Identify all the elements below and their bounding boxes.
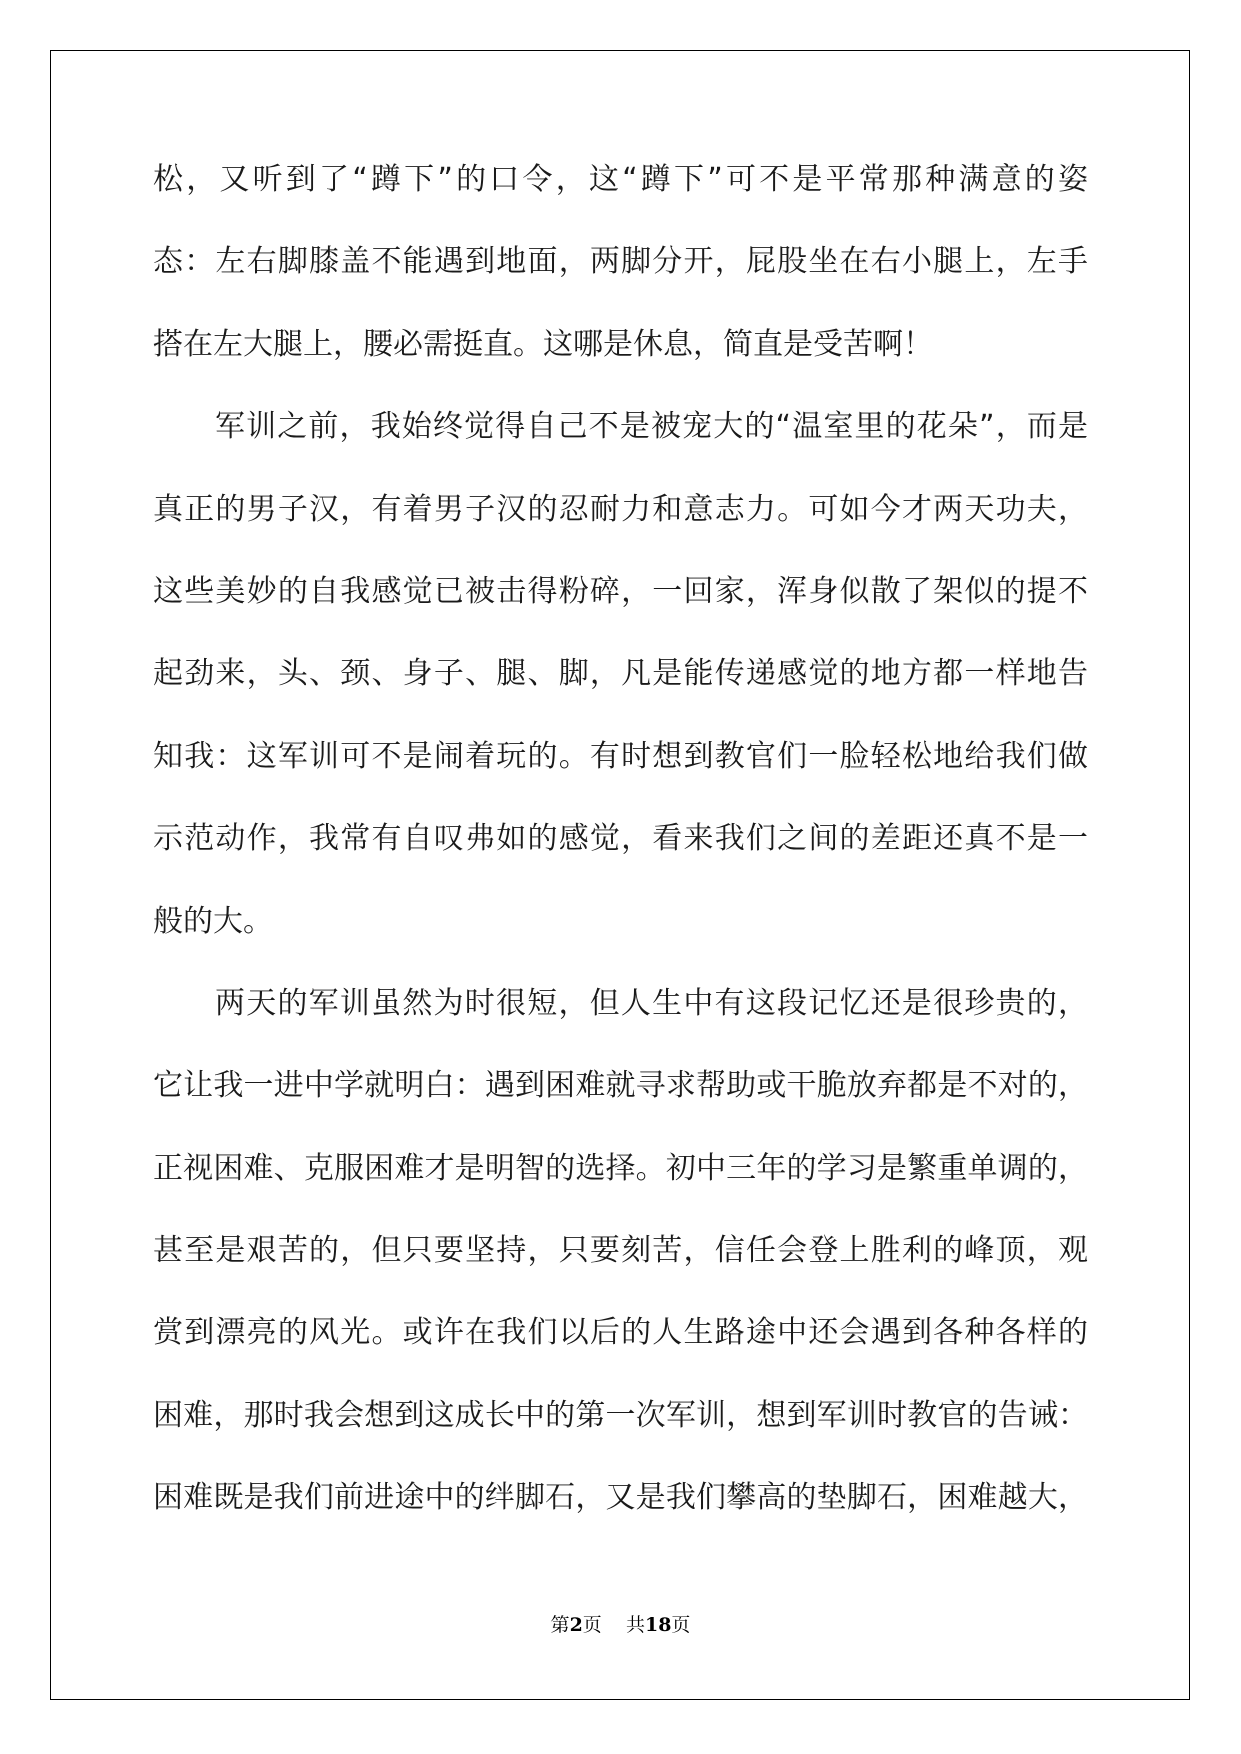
text-line: 真正的男子汉，有着男子汉的忍耐力和意志力。可如今才两天功夫， (153, 491, 1088, 527)
text-line: 困难，那时我会想到这成长中的第一次军训，想到军训时教官的告诫： (153, 1397, 1088, 1433)
text-line: 这些美妙的自我感觉已被击得粉碎，一回家，浑身似散了架似的提不 (153, 573, 1088, 609)
text-line: 正视困难、克服困难才是明智的选择。初中三年的学习是繁重单调的， (153, 1150, 1088, 1186)
text-line: 赏到漂亮的风光。或许在我们以后的人生路途中还会遇到各种各样的 (153, 1315, 1088, 1351)
total-pages: 18 (644, 1614, 672, 1636)
page-prefix: 第 (550, 1614, 570, 1636)
text-line: 知我：这军训可不是闹着玩的。有时想到教官们一脸轻松地给我们做 (153, 738, 1088, 774)
text-line: 困难既是我们前进途中的绊脚石，又是我们攀高的垫脚石，困难越大， (153, 1480, 1088, 1516)
text-line: 甚至是艰苦的，但只要坚持，只要刻苦，信任会登上胜利的峰顶，观 (153, 1233, 1088, 1269)
text-line: 搭在左大腿上，腰必需挺直。这哪是休息，简直是受苦啊！ (153, 326, 933, 362)
text-line: 松，又听到了“蹲下”的口令，这“蹲下”可不是平常那种满意的姿 (153, 162, 1088, 197)
text-line: 般的大。 (153, 903, 273, 939)
paragraph-first-line: 军训之前，我始终觉得自己不是被宠大的“温室里的花朵”，而是 (215, 409, 1088, 445)
text-line: 起劲来，头、颈、身子、腿、脚，凡是能传递感觉的地方都一样地告 (153, 656, 1088, 692)
page-middle: 页 共 (582, 1614, 645, 1636)
current-page: 2 (569, 1614, 583, 1636)
page-number (0, 1610, 1241, 1637)
page-suffix: 页 (671, 1614, 691, 1636)
paragraph-first-line: 两天的军训虽然为时很短，但人生中有这段记忆还是很珍贵的， (215, 985, 1088, 1021)
text-line: 态：左右脚膝盖不能遇到地面，两脚分开，屁股坐在右小腿上，左手 (153, 244, 1088, 280)
document-body (153, 162, 1088, 1563)
text-line: 它让我一进中学就明白：遇到困难就寻求帮助或干脆放弃都是不对的， (153, 1068, 1088, 1104)
text-line: 示范动作，我常有自叹弗如的感觉，看来我们之间的差距还真不是一 (153, 821, 1088, 857)
